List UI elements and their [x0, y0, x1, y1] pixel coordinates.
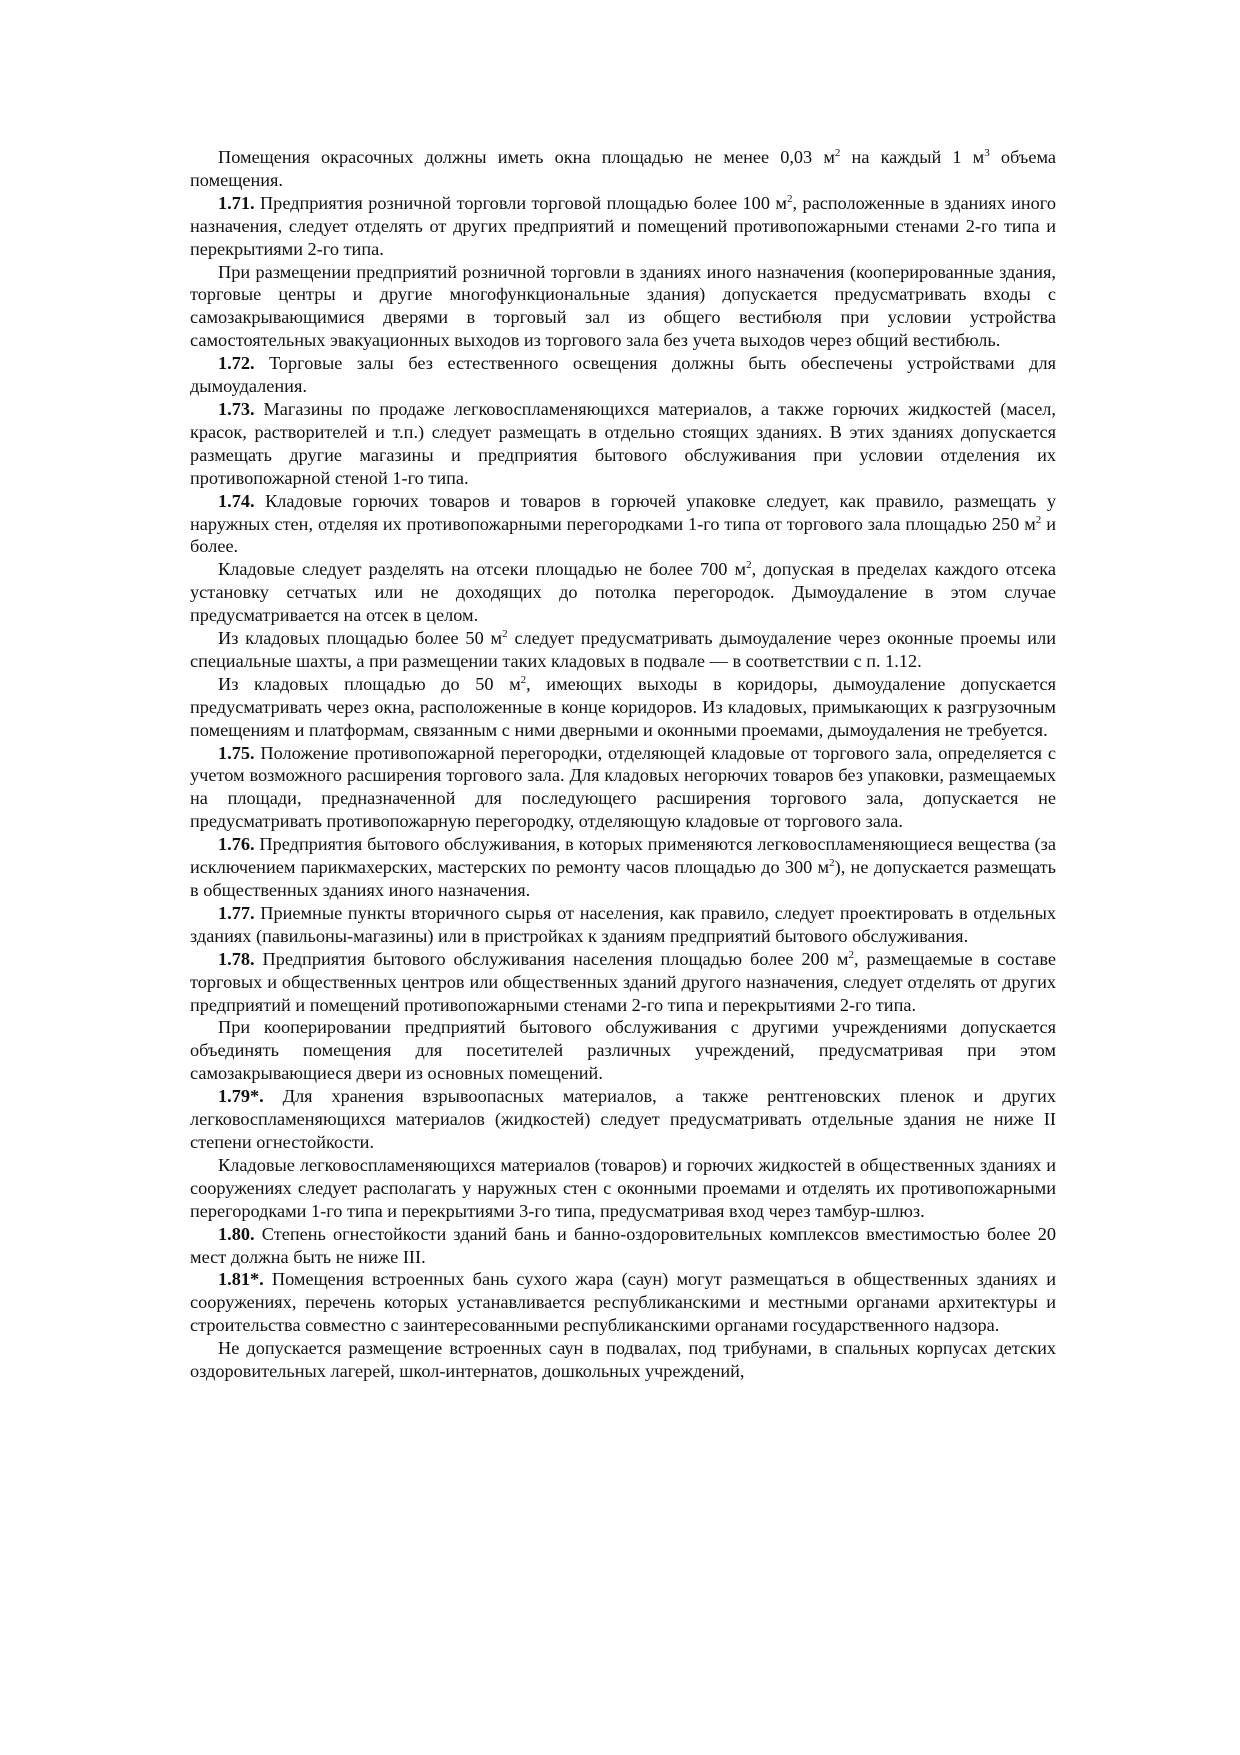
paragraph-3: [190, 261, 1056, 353]
paragraph-1-80: [190, 1223, 1056, 1269]
paragraph-1-75: [190, 742, 1056, 834]
paragraph-text: Магазины по продаже легковоспламеняющихся материалов, а также горючих жидкостей (масел, красок, растворителей и т.п.) следует размещать в отдельно стоящих зданиях. В этих зданиях допускается размещать другие магазины и предприятия бытового обслуживания при условии отделения их противопожарной стеной 1-го типа.: [190, 398, 1057, 488]
clause-number: 1.75.: [218, 742, 255, 763]
clause-number: 1.79*.: [218, 1086, 264, 1107]
paragraph-16: [190, 1154, 1056, 1223]
document-page: [190, 146, 1056, 1383]
clause-number: 1.74.: [218, 490, 255, 511]
paragraph-text: При размещении предприятий розничной торговли в зданиях иного назначения (кооперированные здания, торговые центры и другие многофункциональные здания) допускается предусматривать входы с самозакрывающимися дверями в торговый зал из общего вестибюля при условии устройства самостоятельных эвакуационных выходов из торгового зала без учета выходов через общий вестибюль.: [190, 261, 1056, 351]
clause-number: 1.76.: [218, 834, 255, 855]
paragraph-text: Кладовые следует разделять на отсеки площадью не более 700 $м^2$, допуская в пределах каждого отсека установку сетчатых или не доходящих до потолка перегородок. Дымоудаление в этом случае предусматривается на отсек в целом.: [190, 559, 1056, 626]
paragraph-1-73: [190, 398, 1056, 490]
paragraph-1-77: [190, 902, 1056, 948]
paragraph-8: [190, 627, 1056, 673]
paragraph-text: Предприятия бытового обслуживания населения площадью более 200 $м^2$, размещаемые в составе торговых и общественных центров или общественных зданий другого назначения, следует отделять от других предприятий и помещений противопожарными стенами 2-го типа и перекрытиями 2-го типа.: [190, 948, 1057, 1015]
paragraph-text: При кооперировании предприятий бытового обслуживания с другими учреждениями допускается объединять помещения для посетителей различных учреждений, предусматривая при этом самозакрывающиеся двери из основных помещений.: [190, 1017, 1056, 1084]
paragraph-text: Кладовые легковоспламеняющихся материалов (товаров) и горючих жидкостей в общественных зданиях и сооружениях следует располагать у наружных стен с оконными проемами и отделять их противопожарными перегородками 1-го типа и перекрытиями 3-го типа, предусматривая вход через тамбур-шлюз.: [190, 1154, 1056, 1221]
paragraph-text: Приемные пункты вторичного сырья от населения, как правило, следует проектировать в отдельных зданиях (павильоны-магазины) или в пристройках к зданиям предприятий бытового обслуживания.: [190, 902, 1057, 946]
paragraph-text: Кладовые горючих товаров и товаров в горючей упаковке следует, как правило, размещать у наружных стен, отделяя их противопожарными перегородками 1-го типа от торгового зала площадью 250 $м^2$ и более.: [190, 490, 1056, 557]
paragraph-1: [190, 146, 1056, 192]
paragraph-1-72: [190, 352, 1056, 398]
clause-number: 1.72.: [218, 353, 255, 374]
paragraph-text: Не допускается размещение встроенных саун в подвалах, под трибунами, в спальных корпусах детских оздоровительных лагерей, школ-интернатов, дошкольных учреждений,: [190, 1338, 1056, 1382]
paragraph-text: Помещения встроенных бань сухого жара (саун) могут размещаться в общественных зданиях и сооружениях, перечень которых устанавливается республиканскими и местными органами архитектуры и строительства совместно с заинтересованными республиканскими органами государственного надзора.: [190, 1269, 1056, 1336]
paragraph-19: [190, 1337, 1056, 1383]
paragraph-text: Степень огнестойкости зданий бань и банно-оздоровительных комплексов вместимостью более 20 мест должна быть не ниже III.: [190, 1223, 1056, 1267]
paragraph-9: [190, 673, 1056, 742]
paragraph-text: Торговые залы без естественного освещения должны быть обеспечены устройствами для дымоудаления.: [190, 353, 1056, 397]
paragraph-1-78: [190, 948, 1056, 1017]
clause-number: 1.73.: [218, 398, 255, 419]
paragraph-text: Предприятия бытового обслуживания, в которых применяются легковоспламеняющиеся вещества (за исключением парикмахерских, мастерских по ремонту часов площадью до 300 $м^2$), не допускается размещать в общественных зданиях иного назначения.: [190, 834, 1056, 900]
paragraph-1-71: [190, 192, 1056, 261]
paragraph-text: Из кладовых площадью более 50 $м^2$ следует предусматривать дымоудаление через оконные проемы или специальные шахты, а при размещении таких кладовых в подвале — в соответствии с п. 1.12.: [190, 627, 1056, 671]
paragraph-text: Положение противопожарной перегородки, отделяющей кладовые от торгового зала, определяется с учетом возможного расширения торгового зала. Для кладовых негорючих товаров без упаковки, размещаемых на площади, предназначенной для последующего расширения торгового зала, допускается не предусматривать противопожарную перегородку, отделяющую кладовые от торгового зала.: [190, 742, 1056, 832]
clause-number: 1.81*.: [218, 1269, 264, 1290]
paragraph-1-74: [190, 490, 1056, 559]
clause-number: 1.77.: [218, 902, 255, 923]
clause-number: 1.71.: [218, 192, 255, 213]
paragraph-14: [190, 1016, 1056, 1085]
paragraph-text: Помещения окрасочных должны иметь окна площадью не менее 0,03 $м^2$ на каждый 1 $м^3$ объема помещения.: [190, 146, 1057, 190]
paragraph-text: Для хранения взрывоопасных материалов, а также рентгеновских пленок и других легковоспламеняющихся материалов (жидкостей) следует предусматривать отдельные здания не ниже II степени огнестойкости.: [190, 1086, 1056, 1152]
paragraph-1-79: [190, 1085, 1056, 1154]
clause-number: 1.80.: [218, 1223, 255, 1244]
paragraph-text: Предприятия розничной торговли торговой площадью более 100 $м^2$, расположенные в зданиях иного назначения, следует отделять от других предприятий и помещений противопожарными стенами 2-го типа и перекрытиями 2-го типа.: [190, 192, 1056, 259]
paragraph-text: Из кладовых площадью до 50 $м^2$, имеющих выходы в коридоры, дымоудаление допускается предусматривать через окна, расположенные в конце коридоров. Из кладовых, примыкающих к разгрузочным помещениям и платформам, связанным с ними дверными и оконными проемами, дымоудаления не требуется.: [190, 673, 1056, 740]
clause-number: 1.78.: [218, 948, 255, 969]
paragraph-1-81: [190, 1268, 1056, 1337]
paragraph-7: [190, 558, 1056, 627]
paragraph-1-76: [190, 833, 1056, 902]
